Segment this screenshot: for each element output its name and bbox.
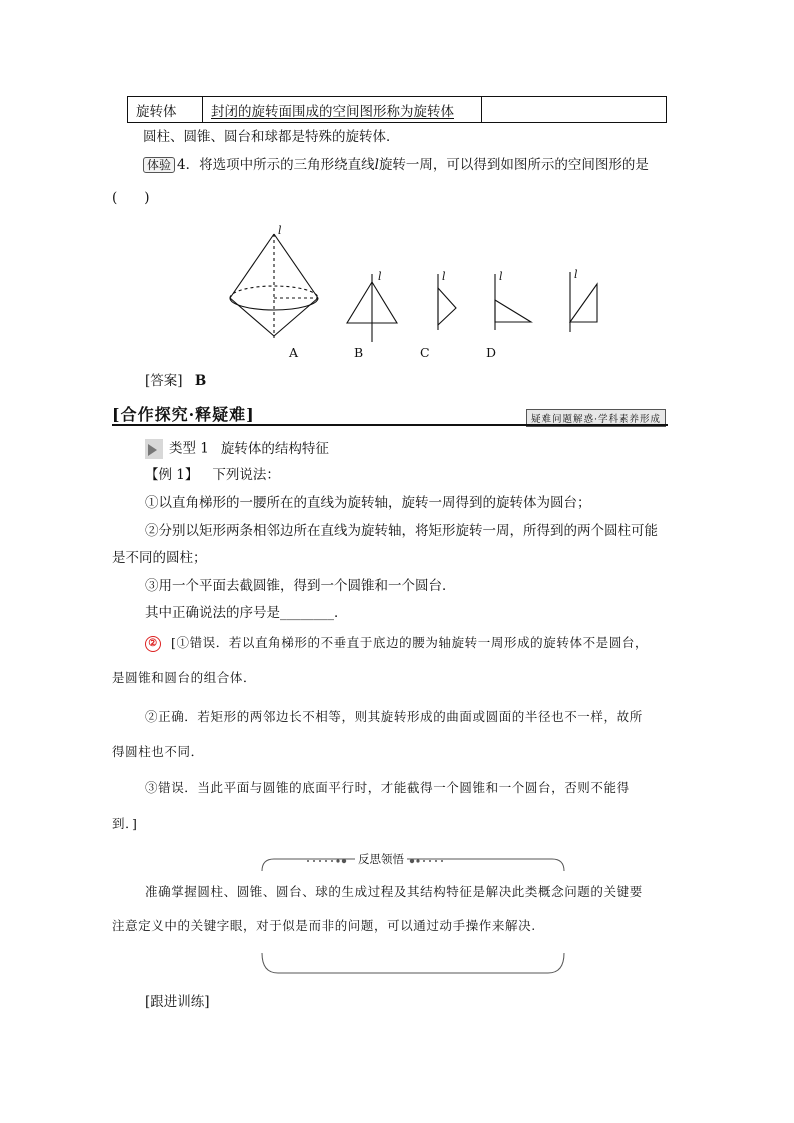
reflection-line-1: 准确掌握圆柱、圆锥、圆台、球的生成过程及其结构特征是解决此类概念问题的关键要 (145, 884, 643, 899)
solution-line-3: ②正确．若矩形的两邻边长不相等，则其旋转形成的曲面或圆面的半径也不一样，故所 (145, 709, 643, 724)
answer-mark-icon: ② (145, 636, 161, 652)
play-icon (145, 439, 163, 459)
definition-text (203, 97, 482, 123)
axis-label-b: l (378, 270, 382, 283)
exercise-text-after: 旋转一周，可以得到如图所示的空间图形的是 (378, 157, 649, 173)
reflection-title: 反思领悟 (355, 851, 407, 867)
definition-table (127, 96, 667, 123)
note-line: 圆柱、圆锥、圆台和球都是特殊的旋转体． (143, 129, 400, 145)
axis-label-e: l (574, 268, 578, 281)
example-statement-1: ①以直角梯形的一腰所在的直线为旋转轴，旋转一周得到的旋转体为圆台； (145, 495, 591, 511)
definition-extra (482, 97, 667, 123)
exercise-blank: ( ) (112, 190, 150, 206)
definition-term: 旋转体 (128, 97, 203, 123)
exercise-4 (143, 156, 649, 174)
cone-drawing (230, 234, 318, 338)
axis-label-d: l (499, 270, 503, 283)
definition-text-content: 封闭的旋转面围成的空间图形称为旋转体 (211, 103, 454, 120)
solution-line-5: ③错误．当此平面与圆锥的底面平行时，才能截得一个圆锥和一个圆台，否则不能得 (145, 780, 630, 795)
reflection-line-2: 注意定义中的关键字眼，对于似是而非的问题，可以通过动手操作来解决. (112, 918, 536, 933)
reflection-frame (260, 857, 566, 975)
solution-line-1 (145, 634, 648, 652)
option-c-shape (438, 274, 456, 330)
example-header (145, 466, 280, 484)
answer-label: [答案] (145, 373, 183, 389)
option-label-a: A (289, 345, 299, 360)
example-statement-3: ③用一个平面去截圆锥，得到一个圆锥和一个圆台． (145, 578, 456, 594)
definition-row (128, 97, 667, 123)
section-rule (112, 424, 668, 426)
option-e-shape (570, 272, 597, 332)
answer-line (145, 372, 206, 390)
option-label-c: C (420, 345, 430, 360)
axis-label-c: l (442, 270, 446, 283)
axis-label-cone: l (278, 224, 282, 237)
solution-line-4: 得圆柱也不同． (112, 744, 204, 759)
solution-line-2: 是圆锥和圆台的组合体． (112, 670, 257, 685)
cone-figure (220, 220, 620, 350)
option-label-d: D (486, 345, 497, 360)
type-heading (145, 439, 329, 459)
example-statement-2-cont: 是不同的圆柱； (112, 550, 207, 566)
exercise-badge: 体验 (143, 157, 175, 173)
section-title: [合作探究·释疑难] (112, 405, 255, 424)
section-tag: 疑难问题解惑·学科素养形成 (526, 409, 666, 427)
example-label: 【例 1】 (145, 467, 199, 483)
option-label-b: B (354, 345, 364, 360)
axis-variable: l (374, 157, 379, 173)
example-statement-2: ②分别以矩形两条相邻边所在直线为旋转轴，将矩形旋转一周，所得到的两个圆柱可能 (145, 523, 658, 539)
solution-text-1: [①错误．若以直角梯形的不垂直于底边的腰为轴旋转一周形成的旋转体不是圆台， (171, 635, 649, 650)
type-title: 旋转体的结构特征 (220, 440, 329, 457)
example-intro: 下列说法： (212, 467, 280, 483)
type-number: 类型 1 (169, 440, 209, 457)
follow-up-heading: [跟进训练] (145, 994, 210, 1010)
answer-value: B (194, 373, 207, 389)
exercise-text: 4．将选项中所示的三角形绕直线 (177, 157, 375, 173)
solution-line-6: 到．] (112, 816, 138, 831)
option-b-shape (347, 274, 397, 342)
example-question: 其中正确说法的序号是________． (145, 605, 348, 621)
